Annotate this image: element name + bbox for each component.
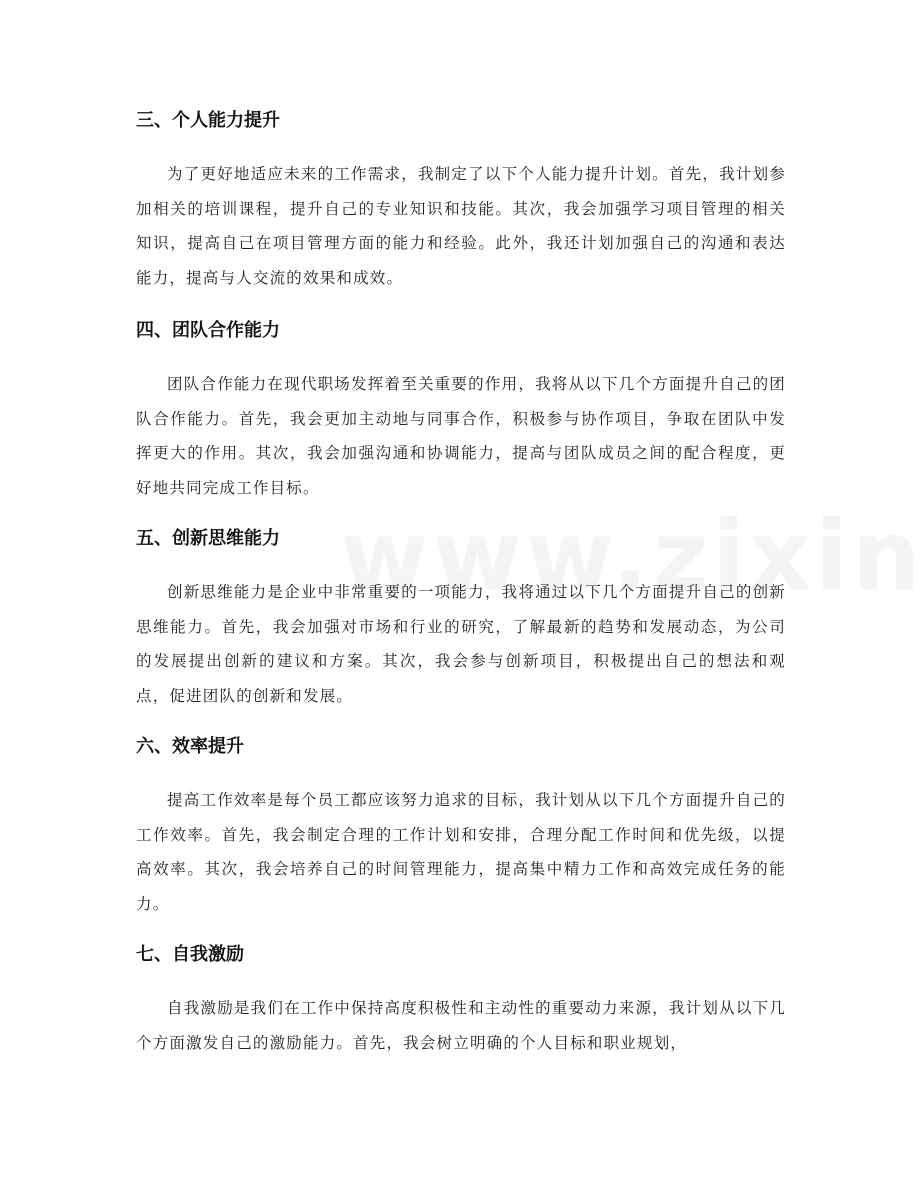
section-teamwork xyxy=(136,318,786,505)
section-paragraph: 自我激励是我们在工作中保持高度积极性和主动性的重要动力来源，我计划从以下几个方面激发自己的激励能力。首先，我会树立明确的个人目标和职业规划， xyxy=(136,999,786,1052)
section-heading: 五、创新思维能力 xyxy=(136,528,280,549)
section-innovation xyxy=(136,526,786,713)
section-personal-ability xyxy=(136,108,786,295)
section-self-motivation xyxy=(136,942,786,1060)
section-heading: 四、团队合作能力 xyxy=(136,320,280,341)
section-paragraph: 提高工作效率是每个员工都应该努力追求的目标，我计划从以下几个方面提升自己的工作效率。首先，我会制定合理的工作计划和安排，合理分配工作时间和优先级，以提高效率。其次，我会培养自己的时间管理能力，提高集中精力工作和高效完成任务的能力。 xyxy=(136,791,786,913)
section-heading: 六、效率提升 xyxy=(136,736,244,757)
section-paragraph: 团队合作能力在现代职场发挥着至关重要的作用，我将从以下几个方面提升自己的团队合作能力。首先，我会更加主动地与同事合作，积极参与协作项目，争取在团队中发挥更大的作用。其次，我会加强沟通和协调能力，提高与团队成员之间的配合程度，更好地共同完成工作目标。 xyxy=(136,375,786,497)
section-paragraph: 为了更好地适应未来的工作需求，我制定了以下个人能力提升计划。首先，我计划参加相关的培训课程，提升自己的专业知识和技能。其次，我会加强学习项目管理的相关知识，提高自己在项目管理方面的能力和经验。此外，我还计划加强自己的沟通和表达能力，提高与人交流的效果和成效。 xyxy=(136,165,786,287)
section-paragraph: 创新思维能力是企业中非常重要的一项能力，我将通过以下几个方面提升自己的创新思维能力。首先，我会加强对市场和行业的研究，了解最新的趋势和发展动态，为公司的发展提出创新的建议和方案。其次，我会参与创新项目，积极提出自己的想法和观点，促进团队的创新和发展。 xyxy=(136,583,786,705)
section-efficiency xyxy=(136,734,786,921)
section-heading: 三、个人能力提升 xyxy=(136,110,280,131)
section-heading: 七、自我激励 xyxy=(136,944,244,965)
